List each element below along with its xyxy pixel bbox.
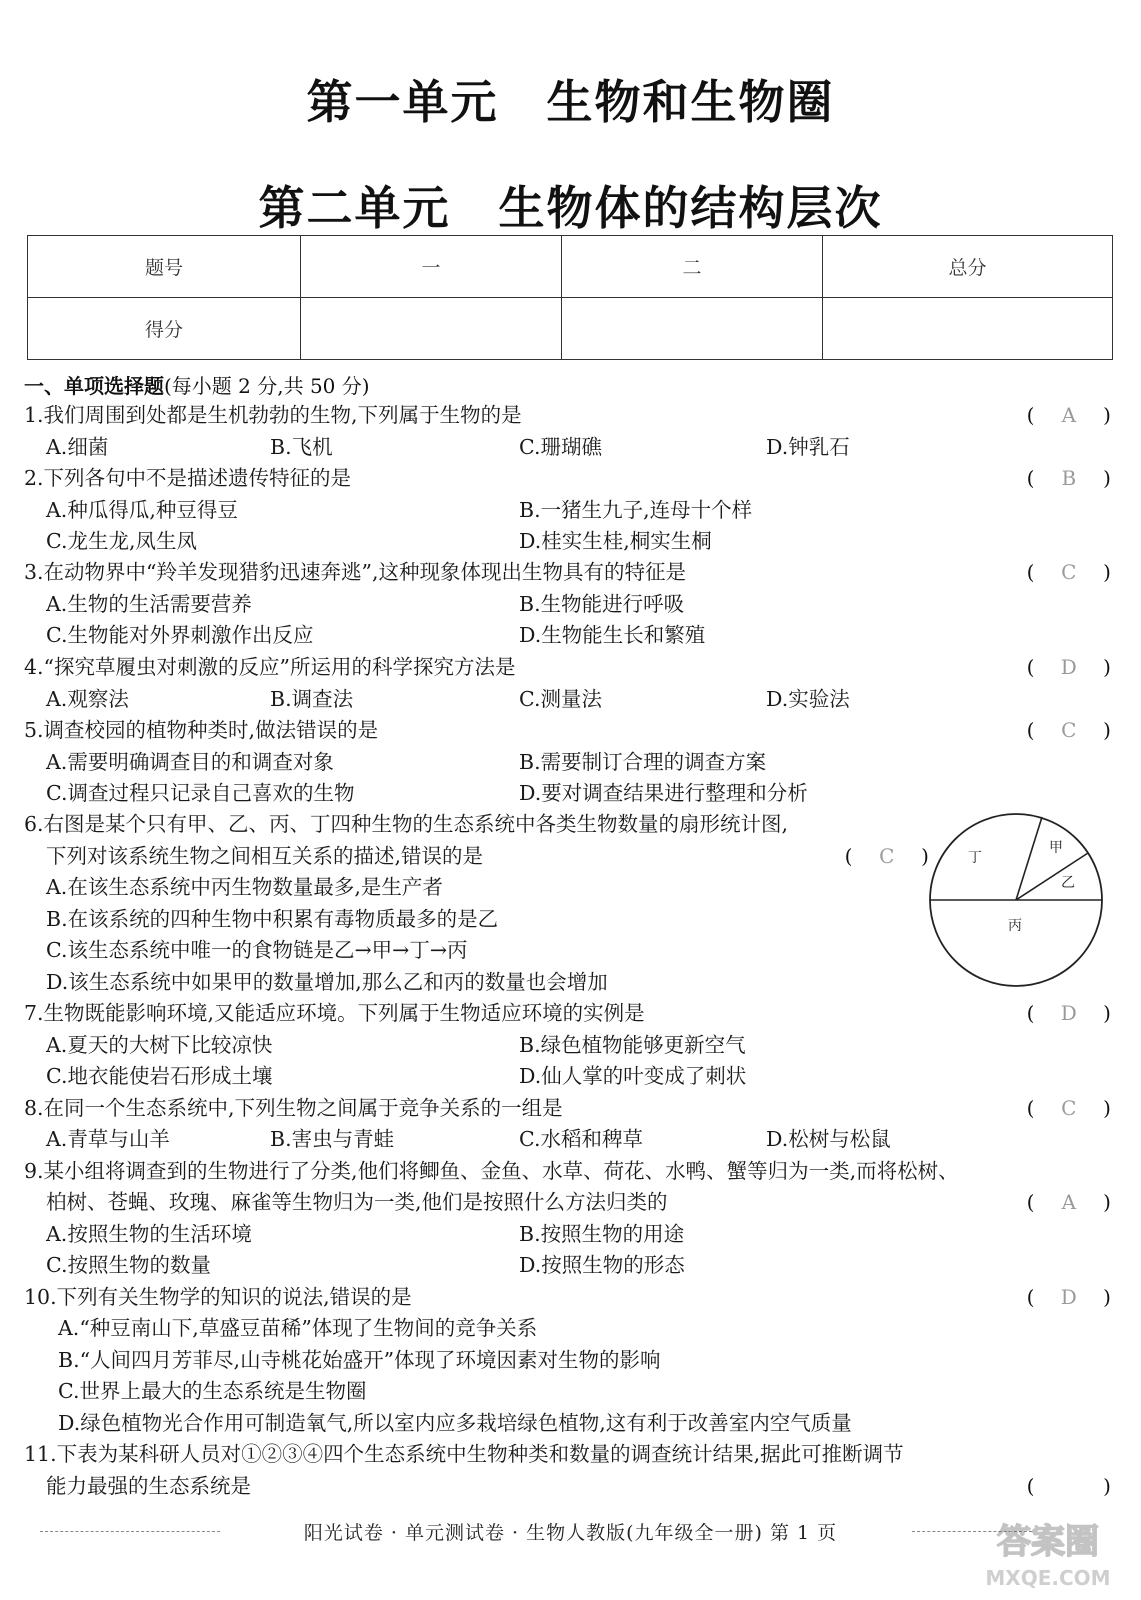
score-table-score-row [28, 298, 1113, 360]
q4-option-c: C.测量法 [519, 687, 602, 711]
q4-answer: D [1060, 655, 1077, 679]
section-heading [24, 370, 370, 399]
q10-option-a: A.“种豆南山下,草盛豆苗稀”体现了生物间的竞争关系 [58, 1316, 538, 1340]
q8-option-a: A.青草与山羊 [46, 1127, 170, 1151]
q3-option-a: A.生物的生活需要营养 [46, 592, 252, 616]
q9-option-c: C.按照生物的数量 [46, 1253, 211, 1277]
q6-option-c: C.该生态系统中唯一的食物链是乙→甲→丁→丙 [46, 938, 468, 962]
q10-option-c: C.世界上最大的生态系统是生物圈 [58, 1379, 367, 1403]
q1-option-a: A.细菌 [46, 435, 109, 459]
q4-answer-box: ( D ) [1026, 655, 1111, 679]
q7-answer-box: ( D ) [1026, 1001, 1111, 1025]
q3-answer-box: ( C ) [1026, 560, 1111, 584]
q8-stem: 8.在同一个生态系统中,下列生物之间属于竞争关系的一组是 [24, 1096, 563, 1120]
q5-option-b: B.需要制订合理的调查方案 [519, 750, 767, 774]
q11-stem-line1: 11.下表为某科研人员对①②③④四个生态系统中生物种类和数量的调查统计结果,据此可推断调节 [24, 1442, 904, 1466]
page-footer [0, 1518, 1141, 1545]
q8-option-b: B.害虫与青蛙 [270, 1127, 395, 1151]
q2-option-c: C.龙生龙,凤生凤 [46, 529, 197, 553]
q7-stem: 7.生物既能影响环境,又能适应环境。下列属于生物适应环境的实例是 [24, 1001, 645, 1025]
q2-answer: B [1061, 466, 1077, 490]
header-part-one: 一 [301, 236, 562, 298]
watermark-url: MXQE.COM [985, 1566, 1111, 1590]
q8-answer-box: ( C ) [1026, 1096, 1111, 1120]
q7-answer: D [1060, 1001, 1077, 1025]
q8-option-d: D.松树与松鼠 [766, 1127, 891, 1151]
unit1-name: 生物和生物圈 [546, 75, 835, 129]
pie-label-jia: 甲 [1049, 840, 1063, 856]
q6-option-a: A.在该生态系统中丙生物数量最多,是生产者 [46, 875, 443, 899]
watermark-logo [973, 1505, 1123, 1595]
q1-option-d: D.钟乳石 [766, 435, 850, 459]
score-cell-part-two[interactable] [562, 298, 823, 360]
q3-option-c: C.生物能对外界刺激作出反应 [46, 623, 314, 647]
unit2-title [0, 172, 1141, 238]
q3-stem: 3.在动物界中“羚羊发现猎豹迅速奔逃”,这种现象体现出生物具有的特征是 [24, 560, 687, 584]
pie-divider-upper [1016, 817, 1042, 900]
q4-option-d: D.实验法 [766, 687, 850, 711]
header-question-number: 题号 [28, 236, 301, 298]
score-cell-part-one[interactable] [301, 298, 562, 360]
q10-answer: D [1060, 1285, 1077, 1309]
q9-answer-box: ( A ) [1026, 1190, 1111, 1214]
unit1-title [0, 66, 1141, 132]
q7-option-b: B.绿色植物能够更新空气 [519, 1033, 746, 1057]
q6-answer: C [879, 844, 895, 868]
score-table-header-row [28, 236, 1113, 298]
q6-stem-line1: 6.右图是某个只有甲、乙、丙、丁四种生物的生态系统中各类生物数量的扇形统计图, [24, 812, 789, 836]
q6-answer-box: ( C ) [844, 844, 929, 868]
q6-option-d: D.该生态系统中如果甲的数量增加,那么乙和丙的数量也会增加 [46, 970, 608, 994]
q11-stem-line2: 能力最强的生态系统是 [46, 1474, 251, 1498]
q9-option-b: B.按照生物的用途 [519, 1222, 685, 1246]
q1-stem: 1.我们周围到处都是生机勃勃的生物,下列属于生物的是 [24, 403, 522, 427]
q11-answer-box: ( ) [1026, 1474, 1111, 1498]
unit2-number: 第二单元 [258, 181, 451, 235]
q3-option-b: B.生物能进行呼吸 [519, 592, 685, 616]
q4-option-b: B.调查法 [270, 687, 354, 711]
q4-option-a: A.观察法 [46, 687, 129, 711]
q2-stem: 2.下列各句中不是描述遗传特征的是 [24, 466, 352, 490]
q5-option-d: D.要对调查结果进行整理和分析 [519, 781, 808, 805]
q8-option-c: C.水稻和稗草 [519, 1127, 643, 1151]
header-total: 总分 [823, 236, 1113, 298]
q7-option-d: D.仙人掌的叶变成了刺状 [519, 1064, 747, 1088]
q7-option-a: A.夏天的大树下比较凉快 [46, 1033, 273, 1057]
header-part-two: 二 [562, 236, 823, 298]
q5-answer: C [1061, 718, 1077, 742]
watermark-text: 答案圈 [997, 1522, 1099, 1562]
q10-option-d: D.绿色植物光合作用可制造氧气,所以室内应多栽培绿色植物,这有利于改善室内空气质量 [58, 1411, 852, 1435]
q6-option-b: B.在该系统的四种生物中积累有毒物质最多的是乙 [46, 907, 499, 931]
q10-option-b: B.“人间四月芳菲尽,山寺桃花始盛开”体现了环境因素对生物的影响 [58, 1348, 661, 1372]
footer-dash-left [40, 1531, 220, 1532]
pie-label-bing: 丙 [1008, 918, 1022, 934]
q8-answer: C [1061, 1096, 1077, 1120]
section-points: (每小题 2 分,共 50 分) [164, 374, 370, 398]
q2-option-d: D.桂实生桂,桐实生桐 [519, 529, 712, 553]
section-title: 一、单项选择题 [24, 374, 164, 398]
q9-option-a: A.按照生物的生活环境 [46, 1222, 252, 1246]
q10-stem: 10.下列有关生物学的知识的说法,错误的是 [24, 1285, 412, 1309]
q1-answer-box: ( A ) [1026, 403, 1111, 427]
q5-answer-box: ( C ) [1026, 718, 1111, 742]
q2-answer-box: ( B ) [1026, 466, 1111, 490]
score-cell-total[interactable] [823, 298, 1113, 360]
q2-option-b: B.一猪生九子,连母十个样 [519, 498, 753, 522]
score-table [27, 235, 1113, 360]
q4-stem: 4.“探究草履虫对刺激的反应”所运用的科学探究方法是 [24, 655, 516, 679]
q7-option-c: C.地衣能使岩石形成土壤 [46, 1064, 273, 1088]
q10-answer-box: ( D ) [1026, 1285, 1111, 1309]
q5-option-a: A.需要明确调查目的和调查对象 [46, 750, 334, 774]
pie-label-ding: 丁 [968, 850, 982, 866]
q3-option-d: D.生物能生长和繁殖 [519, 623, 706, 647]
footer-text: 阳光试卷 · 单元测试卷 · 生物人教版(九年级全一册) 第 1 页 [303, 1522, 838, 1544]
q1-option-b: B.飞机 [270, 435, 333, 459]
q1-option-c: C.珊瑚礁 [519, 435, 602, 459]
q3-answer: C [1061, 560, 1077, 584]
q6-stem-line2: 下列对该系统生物之间相互关系的描述,错误的是 [46, 844, 484, 868]
q9-stem-line2: 柏树、苍蝇、玫瑰、麻雀等生物归为一类,他们是按照什么方法归类的 [46, 1190, 668, 1214]
pie-divider-right [1016, 853, 1088, 900]
q2-option-a: A.种瓜得瓜,种豆得豆 [46, 498, 238, 522]
q9-option-d: D.按照生物的形态 [519, 1253, 685, 1277]
unit1-number: 第一单元 [306, 75, 499, 129]
q5-stem: 5.调查校园的植物种类时,做法错误的是 [24, 718, 379, 742]
q6-pie-figure [928, 812, 1108, 992]
q9-answer: A [1061, 1190, 1077, 1214]
q9-stem-line1: 9.某小组将调查到的生物进行了分类,他们将鲫鱼、金鱼、水草、荷花、水鸭、蟹等归为一类,而将松树、 [24, 1159, 959, 1183]
unit2-name: 生物体的结构层次 [498, 181, 883, 235]
pie-label-yi: 乙 [1061, 875, 1075, 891]
q1-answer: A [1061, 403, 1077, 427]
score-row-label: 得分 [28, 298, 301, 360]
q5-option-c: C.调查过程只记录自己喜欢的生物 [46, 781, 355, 805]
